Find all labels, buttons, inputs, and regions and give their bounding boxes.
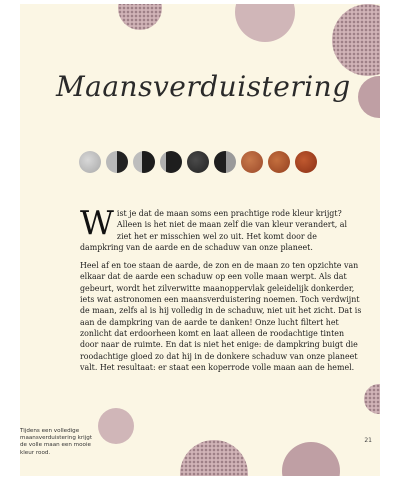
decorative-moon-circle [358,76,380,118]
book-page [20,4,380,476]
paragraph-explanation: Heel af en toe staan de aarde, de zon en de maan zo ten opzichte van elkaar dat de aarde een schaduw op een volle maan werpt. Als dat gebeurt, wordt het zilverwitte maanoppervlak geleidelijk donkerder, iets wat astronomen een maansverduistering noemen. Toch verdwijnt de maan, zelfs al is hij volledig in de schaduw, niet uit het zicht. Dat is aan de dampkring van de aarde te danken! Onze lucht filtert het zonlicht dat erdoorheen komt en laat alleen de roodachtige tinten door naar de ruimte. En dat is niet het enige: de dampkring buigt die roodachtige gloed zo dat hij in de donkere schaduw van onze planeet valt. Het resultaat: er staat een koperrode volle maan aan de hemel. [80,261,362,372]
moon-phase-full-icon [79,151,101,173]
paragraph-intro [80,203,362,253]
moon-phase-crescent-icon [214,151,236,173]
decorative-moon-circle [364,384,380,414]
moon-phase-partial-icon [160,151,182,173]
decorative-moon-circle [235,4,295,42]
article-body [80,203,362,380]
moon-phase-copper-icon [241,151,263,173]
decorative-moon-circle [332,4,380,76]
decorative-moon-circle [98,408,134,444]
decorative-moon-circle [180,440,248,476]
decorative-moon-circle [118,4,162,30]
page-title: Maansverduistering [56,70,351,103]
drop-cap: W [80,203,114,242]
paragraph-intro-text: ist je dat de maan soms een prachtige rode kleur krijgt? Alleen is het niet de maan zelf die van kleur verandert, al ziet het er misschien wel zo uit. Het komt door de dampkring van de aarde en de schaduw van onze planeet. [80,209,347,252]
moon-phase-partial-icon [106,151,128,173]
moon-phase-partial-icon [133,151,155,173]
moon-phase-illustration [79,151,317,173]
moon-phase-dark-icon [187,151,209,173]
image-caption: Tijdens een volledige maansverduistering krijgt de volle maan een mooie kleur rood. [20,428,93,456]
moon-phase-red-icon [295,151,317,173]
page-number: 21 [364,437,372,444]
decorative-moon-circle [282,442,340,476]
moon-phase-copper-icon [268,151,290,173]
